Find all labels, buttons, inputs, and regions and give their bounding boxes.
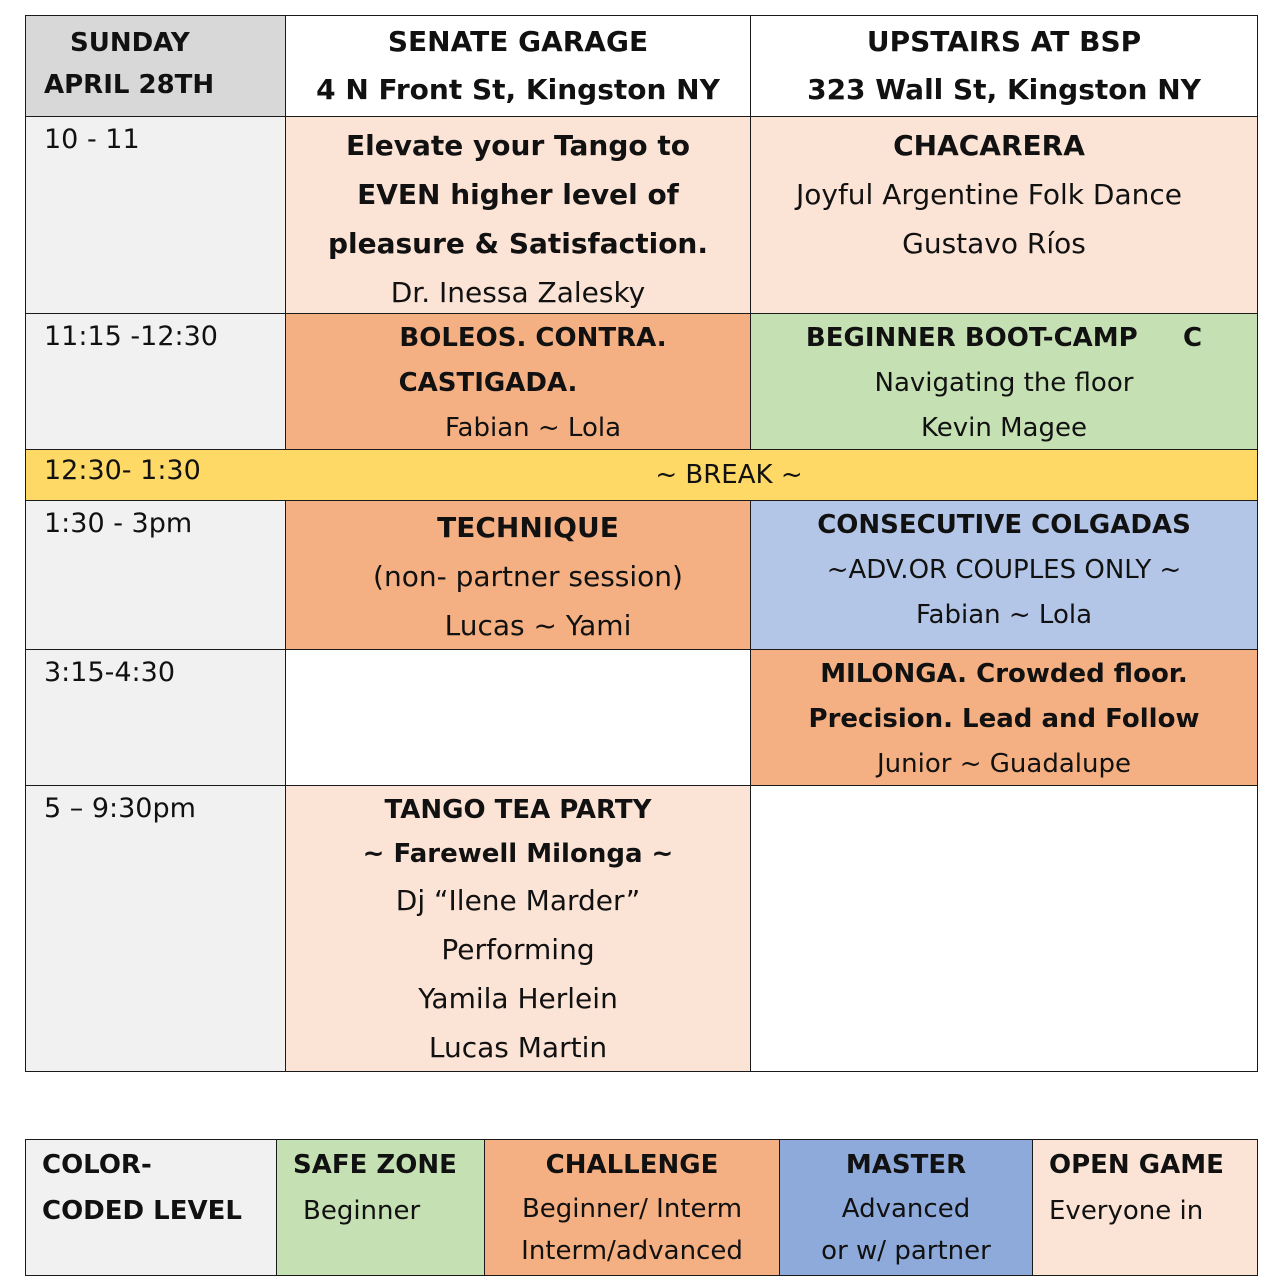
day-label: SUNDAY — [70, 28, 190, 58]
session-instructor: Junior ~ Guadalupe — [877, 749, 1131, 779]
session-cell — [285, 785, 751, 1072]
legend-level-name: SAFE ZONE — [293, 1150, 457, 1180]
legend-open-game — [1032, 1139, 1258, 1276]
session-instructor: Gustavo Ríos — [902, 227, 1086, 260]
session-description: ~ADV.OR COUPLES ONLY ~ — [826, 555, 1182, 585]
session-title: CASTIGADA. — [398, 368, 578, 398]
session-dj: Dj “Ilene Marder” — [395, 884, 641, 917]
session-instructor: Lucas ~ Yami — [444, 609, 632, 642]
session-title: EVEN higher level of — [357, 178, 679, 211]
session-cell — [285, 116, 751, 314]
legend-level-name: OPEN GAME — [1049, 1150, 1224, 1180]
session-description: Joyful Argentine Folk Dance — [795, 178, 1182, 211]
empty-cell — [750, 785, 1258, 1072]
session-title: TECHNIQUE — [437, 511, 619, 544]
day-header-cell — [25, 15, 286, 117]
legend-level-name: MASTER — [845, 1150, 967, 1180]
legend-level-desc: Beginner/ Interm — [521, 1194, 743, 1224]
venue2-header-cell — [750, 15, 1258, 117]
session-cell — [750, 116, 1258, 314]
venue2-name: UPSTAIRS AT BSP — [866, 25, 1142, 58]
time-cell — [25, 785, 286, 1072]
time-label: 3:15-4:30 — [44, 657, 176, 688]
time-cell — [25, 116, 286, 314]
session-title: CONSECUTIVE COLGADAS — [817, 510, 1191, 540]
time-cell — [25, 313, 286, 450]
session-title: CHACARERA — [893, 129, 1085, 162]
time-label: 5 – 9:30pm — [44, 793, 196, 824]
legend-label: CODED LEVEL — [42, 1196, 242, 1226]
session-title: TANGO TEA PARTY — [384, 795, 652, 825]
session-description: Performing — [441, 933, 595, 966]
session-performer: Yamila Herlein — [418, 982, 618, 1015]
legend-level-desc: Beginner — [303, 1196, 421, 1226]
session-title: BOLEOS. CONTRA. — [399, 323, 667, 353]
session-title: MILONGA. Crowded floor. — [820, 659, 1188, 689]
legend-level-desc: or w/ partner — [821, 1236, 991, 1266]
session-instructor: Fabian ~ Lola — [444, 413, 622, 443]
time-cell — [25, 649, 286, 786]
time-cell — [25, 500, 286, 650]
session-instructor: Kevin Magee — [921, 413, 1087, 443]
empty-cell — [285, 649, 751, 786]
legend-label: COLOR- — [42, 1150, 152, 1180]
session-cell — [285, 500, 751, 650]
session-title: ~ Farewell Milonga ~ — [362, 839, 674, 869]
session-cell — [285, 313, 751, 450]
session-performer: Lucas Martin — [428, 1031, 608, 1064]
session-instructor: Fabian ~ Lola — [915, 600, 1093, 630]
session-instructor: Dr. Inessa Zalesky — [390, 276, 646, 309]
legend-level-desc: Interm/advanced — [521, 1236, 743, 1266]
session-cell — [750, 649, 1258, 786]
session-cell — [750, 500, 1258, 650]
legend-safe-zone — [276, 1139, 485, 1276]
legend-level-name: CHALLENGE — [545, 1150, 719, 1180]
venue1-name: SENATE GARAGE — [387, 25, 649, 58]
venue1-header-cell — [285, 15, 751, 117]
legend-level-desc: Advanced — [841, 1194, 971, 1224]
time-label: 11:15 -12:30 — [44, 321, 218, 352]
legend-level-desc: Everyone in — [1049, 1196, 1204, 1226]
date-label: APRIL 28TH — [44, 70, 215, 100]
session-title: pleasure & Satisfaction. — [327, 227, 708, 260]
time-label: 12:30- 1:30 — [44, 455, 201, 486]
legend-label-cell — [25, 1139, 277, 1276]
legend-master — [779, 1139, 1033, 1276]
break-label: ~ BREAK ~ — [655, 460, 803, 490]
session-description: Navigating the floor — [874, 368, 1134, 398]
legend-challenge — [484, 1139, 780, 1276]
venue2-address: 323 Wall St, Kingston NY — [807, 73, 1201, 106]
session-title: Precision. Lead and Follow — [808, 704, 1200, 734]
session-description: (non- partner session) — [373, 560, 683, 593]
session-title: Elevate your Tango to — [346, 129, 690, 162]
session-title: BEGINNER BOOT-CAMP C — [805, 323, 1203, 353]
venue1-address: 4 N Front St, Kingston NY — [316, 73, 720, 106]
time-label: 1:30 - 3pm — [44, 508, 193, 539]
break-row — [25, 449, 1258, 501]
time-label: 10 - 11 — [44, 124, 140, 155]
session-cell — [750, 313, 1258, 450]
